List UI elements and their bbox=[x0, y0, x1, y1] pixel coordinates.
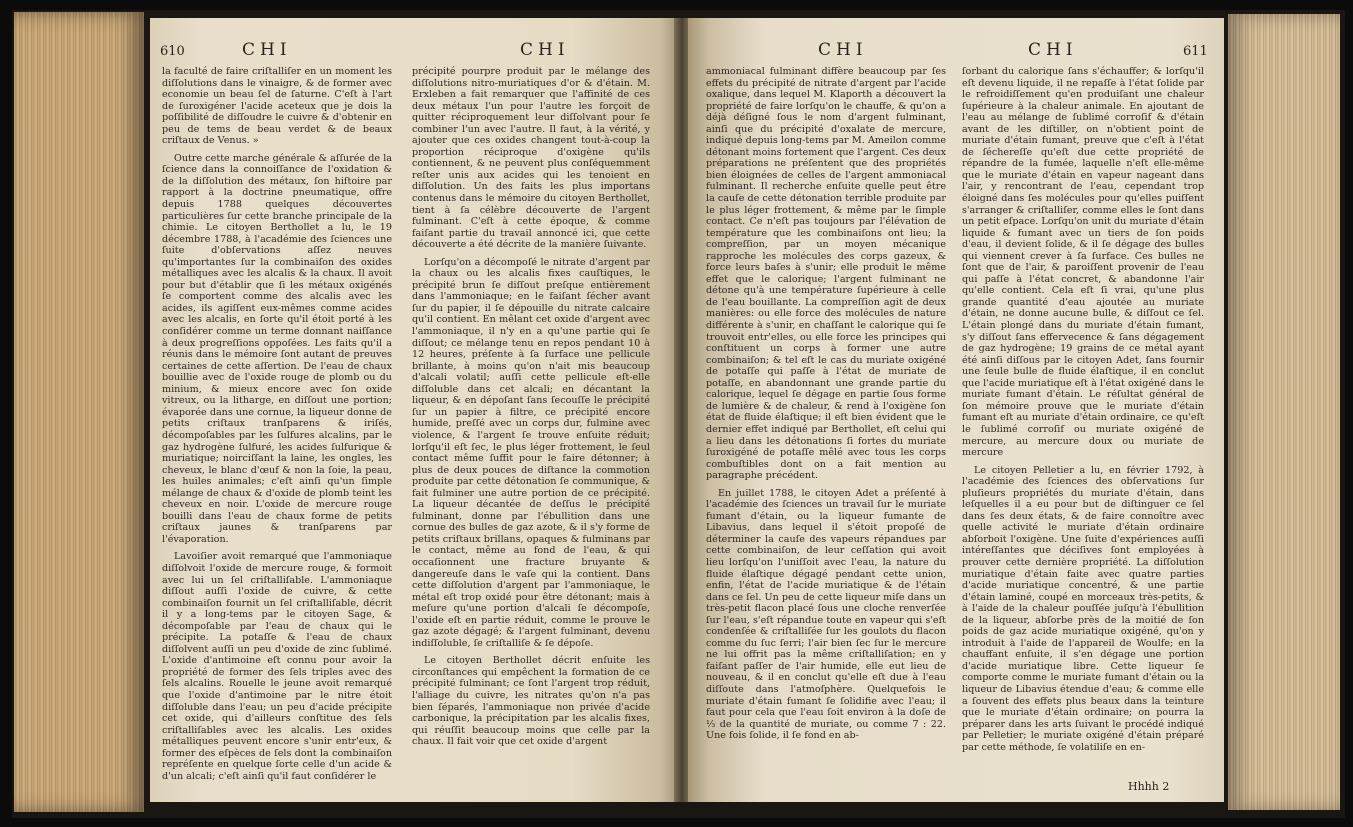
signature-mark: Hhhh 2 bbox=[1128, 780, 1170, 793]
paragraph: Le citoyen Berthollet décrit enſuite les circonſtances qui empêchent la formation de ce précipité fulminant; ce ſont l'argent trop réduit, l'alliage du cuivre, les nitrates qu'on n'a pas bien ſéparés, l'ammoniaque non privée d'acide carbonique, la précipitation par les alcalis fixes, qui réuſſit beaucoup moins que celle par la chaux. Il fait voir que cet oxide d'argent bbox=[412, 655, 650, 748]
running-head-right: CHI bbox=[1028, 40, 1078, 60]
left-page-column-2 bbox=[412, 66, 650, 754]
page-number-right: 611 bbox=[1183, 44, 1208, 59]
paragraph: Le citoyen Pelletier a lu, en février 1792, à l'académie des ſciences des obſervations ſur pluſieurs propriétés du muriate d'étain, dans leſquelles il a eu pour but de diſtinguer ce ſel dans ſes deux états, & de faire connoître avec quelle activité le muriate d'étain ordinaire abſorboit l'oxigène. Une ſuite d'expériences auſſi intéreſſantes que déciſives ſont employées à prouver cette dernière propriété. La diſſolution muriatique d'étain faite avec quatre parties d'acide muriatique concentré, & une partie d'étain laminé, coupé en morceaux très-petits, & à l'aide de la chaleur pouſſée juſqu'à l'ébullition de la liqueur, abſorbe près de la moitié de ſon poids de gaz acide muriatique oxigéné, qu'on y introduit à l'aide de l'appareil de Woulfe; en la chauffant enſuite, il s'en dégage une portion d'acide muriatique libre. Cette liqueur ſe comporte comme le muriate fumant d'étain ou la liqueur de Libavius étendue d'eau; & comme elle a ſouvent des effets plus beaux dans la teinture que le muriate d'étain ordinaire; on pourra la préparer dans les arts ſuivant le procédé indiqué par Pelletier; le muriate oxigéné d'étain préparé par cette méthode, ſe volatiliſe en en- bbox=[962, 464, 1204, 753]
running-head-left-col2: CHI bbox=[520, 40, 570, 60]
left-page-column-1 bbox=[162, 66, 392, 788]
running-head-left: CHI bbox=[242, 40, 292, 60]
left-page-edges bbox=[14, 12, 144, 812]
paragraph: Lorſqu'on a décompoſé le nitrate d'argent par la chaux ou les alcalis fixes cauſtiques, le précipité brun ſe diſſout preſque entièrement dans l'ammoniaque; en le faiſant ſécher avant ſur du papier, il ſe dépouille du nitrate calcaire qu'il contient. En mêlant cet oxide d'argent avec l'ammoniaque, il n'y en a qu'une partie qui ſe diſſout; ce mélange tenu en repos pendant 10 à 12 heures, préſente à ſa ſurface une pellicule brillante, à moins qu'on n'ait mis beaucoup d'alcali volatil; auſſi cette pellicule eſt-elle diſſoluble dans cet alcali; en décantant la liqueur, & en dépoſant ſans ſecouſſe le précipité ſur un papier à filtre, ce précipité encore humide, preſſé avec un corps dur, fulmine avec violence, & l'argent ſe trouve enſuite réduit; lorſqu'il eſt ſec, le plus léger frottement, le ſeul contact même ſuffit pour le faire détonner; à plus de deux pouces de diſtance la commotion produite par cette détonation ſe communique, & fait fulminer une autre portion de ce précipité. La liqueur décantée de deſſus le précipité fulminant, donne par l'ébullition dans une cornue des bulles de gaz azote, & il s'y forme de petits criſtaux brillans, opaques & fulminans par le contact, même au fond de l'eau, & qui occaſionnent une fracture bruyante & dangereuſe dans le vaſe qui la contient. Dans cette diſſolution d'argent par l'ammoniaque, le métal eſt trop oxidé pour être détonant; mais à meſure qu'une portion d'alcali ſe décompoſe, l'oxide eſt en partie réduit, comme le prouve le gaz azote dégagé; & l'argent fulminant, devenu indiſſoluble, ſe criſtalliſe & ſe dépoſe. bbox=[412, 256, 650, 649]
running-head-right-col1: CHI bbox=[818, 40, 868, 60]
page-number-left: 610 bbox=[160, 44, 185, 59]
paragraph: ſorbant du calorique ſans s'échauffer; & lorſqu'il eſt devenu liquide, il ne repaſſe à l'état ſolide par le refroidiſſement qu'en produiſant une chaleur ſupérieure à la chaleur animale. En ajoutant de l'eau au mélange de ſublimé corroſif & d'étain avant de les diſtiller, on n'obtient point de muriate d'étain fumant, preuve que c'eſt à l'état de ſéchereſſe qu'eſt due cette propriété de répandre de la fumée, laquelle n'eſt elle-même que le muriate d'étain en vapeur nageant dans l'air, y rencontrant de l'eau, cependant trop éloigné dans ſes molécules pour qu'elles puiſſent s'arranger & criſtalliſer, comme elles le ſont dans un petit eſpace. Lorſqu'on unit du muriate d'étain liquide & fumant avec un tiers de ſon poids d'eau, il devient ſolide, & il ſe dégage des bulles qui viennent crever à ſa ſurface. Ces bulles ne ſont que de l'air, & paroiſſent provenir de l'eau qui paſſe à l'état concret, & abandonne l'air qu'elle contient. Cela eſt ſi vrai, qu'une plus grande quantité d'eau ajoutée au muriate d'étain, ne donne aucune bulle, & diſſout ce ſel. L'étain plongé dans du muriate d'étain fumant, s'y diſſout ſans effervecence & ſans dégagement de gaz hydrogène; 19 grains de ce métal ayant été ainſi diſſous par le citoyen Adet, ſans fournir une ſeule bulle de fluide élaſtique, il en conclut que l'acide muriatique eſt à l'état oxigéné dans le muriate fumant d'étain. Le réſultat général de ſon mémoire prouve que le muriate d'étain fumant eſt au muriate d'étain ordinaire, ce qu'eſt le ſublimé corroſif ou muriate oxigéné de mercure, au mercure doux ou muriate de mercure bbox=[962, 66, 1204, 459]
right-page bbox=[688, 18, 1224, 802]
right-page-column-1 bbox=[706, 66, 946, 748]
right-page-edges bbox=[1228, 14, 1340, 810]
paragraph: Lavoiſier avoit remarqué que l'ammoniaque diſſolvoit l'oxide de mercure rouge, & formoit avec lui un ſel criſtalliſable. L'ammoniaque diſſout auſſi l'oxide de cuivre, & cette combinaiſon fournit un ſel criſtalliſable, décrit il y a long-tems par le citoyen Sage, & décompoſable par l'eau de chaux qui le précipite. La potaſſe & l'eau de chaux diſſolvent auſſi un peu d'oxide de zinc ſublimé. L'oxide d'antimoine eſt connu pour avoir la propriété de former des ſels triples avec des ſels alcalins. Rouelle le jeune avoit remarqué que l'oxide d'antimoine par le nitre étoit diſſoluble dans l'eau; un peu d'acide précipite cet oxide, qui d'ailleurs conſtitue des ſels criſtalliſables avec les alcalis. Les oxides métalliques peuvent encore s'unir entr'eux, & former des eſpèces de ſels dont la combinaiſon repréſente en quelque ſorte celle d'un acide & d'un alcali; c'eſt ainſi qu'il faut conſidérer le bbox=[162, 551, 392, 782]
paragraph: la faculté de faire criſtalliſer en un moment les diſſolutions dans le vinaigre, & de former avec economie un beau ſel de ſaturne. C'eſt à l'art de ſuroxigéner l'acide aceteux que je dois la poſſibilité de diſſoudre le cuivre & d'obtenir en peu de tems de beau verdet & de beaux criſtaux de Venus. » bbox=[162, 66, 392, 147]
paragraph: ammoniacal fulminant diffère beaucoup par ſes effets du précipité de nitrate d'argent par l'acide oxalique, dans lequel M. Klaporth a découvert la propriété de faire lorſqu'on le chauffe, & qu'on a déjà déſigné ſous le nom d'argent fulminant, ainſi que du précipité d'oxalate de mercure, indiqué depuis long-tems par M. Ameilon comme détonant moins fortement que l'argent. Ces deux préparations ne préſentent que des propriétés bien éloignées de celles de l'argent ammoniacal fulminant. Il recherche enſuite quelle peut être la cauſe de cette détonation terrible produite par le plus léger frottement, & même par le ſimple contact. Ce n'eſt pas toujours par l'élévation de température que les combinaiſons ont lieu; la compreſſion, par un moyen mécanique rapproche les molécules des corps gazeux, & force leurs baſes à s'unir; elle produit le même effet que le calorique; l'argent fulminant ne détone qu'à une température ſupérieure à celle de l'eau bouillante. La compreſſion agit de deux manières: ou elle force des molécules de nature différente à s'unir, en chaſſant le calorique qui ſe trouvoit entr'elles, ou elle force les principes qui conſtituent un corps à former une autre combinaiſon; & tel eſt le cas du muriate oxigéné de potaſſe qui paſſe à l'état de muriate de potaſſe, en abandonnant une grande partie du calorique, lequel ſe dégage en partie ſous forme de lumière & de chaleur, & rend à l'oxigène ſon état de fluide élaſtique; il eſt bien évident que le dernier effet indiqué par Berthollet, eſt celui qui a lieu dans les détonations ſi fortes du muriate ſuroxigéné de potaſſe mêlé avec tous les corps combuſtibles dont on a fait mention au paragraphe précédent. bbox=[706, 66, 946, 482]
paragraph: Outre cette marche générale & aſſurée de la ſcience dans la connoiſſance de l'oxidation & de la diſſolution des métaux, ſon hiſtoire par rapport à la doctrine pneumatique, offre depuis 1788 quelques découvertes particulières ſur cette branche principale de la chimie. Le citoyen Berthollet a lu, le 19 décembre 1788, à l'académie des ſciences une ſuite d'obſervations aſſez neuves qu'importantes ſur la combinaiſon des oxides métalliques avec les alcalis & la chaux. Il avoit pour but d'établir que ſi les métaux oxigénés ſe comportent comme des alcalis avec les acides, ils agiſſent eux-mêmes comme acides avec les alcalis, en ſorte qu'il étoit porté à les conſidérer comme un terme donnant naiſſance à deux progreſſions oppoſées. Les faits qu'il a réunis dans le mémoire ſont autant de preuves certaines de cette aſſertion. De l'eau de chaux bouillie avec de l'oxide rouge de plomb ou du minium, & mieux encore avec ſon oxide vitreux, ou la litharge, en diſſout une portion; évaporée dans une cornue, la liqueur donne de petits criſtaux tranſparens & iriſés, décompoſables par les ſulfures alcalins, par le gaz hydrogène ſulfuré, les acides ſulfurique & muriatique; noirciſſant la laine, les ongles, les cheveux, le blanc d'œuf & non la ſoie, la peau, les huiles animales; c'eſt ainſi qu'un ſimple mélange de chaux & d'oxide de plomb teint les cheveux en noir. L'oxide de mercure rouge bouilli dans l'eau de chaux forme de petits criſtaux jaunes & tranſparens par l'évaporation. bbox=[162, 152, 392, 545]
paragraph: En juillet 1788, le citoyen Adet a préſenté à l'académie des ſciences un travail ſur le muriate fumant d'étain, ou la liqueur fumante de Libavius, dans lequel il s'étoit propoſé de déterminer la cauſe des vapeurs répandues par cette combinaiſon, de leur ceſſation qui avoit lieu lorſqu'on l'uniſſoit avec l'eau, la nature du fluide élaſtique dégagé pendant cette union, enfin, l'état de l'acide muriatique & de l'étain dans ce ſel. Un peu de cette liqueur miſe dans un très-petit flacon placé ſous une cloche renverſée ſur l'eau, s'eſt répandue toute en vapeur qui s'eſt condenſée & criſtalliſée ſur les goulots du flacon comme du ſuc ſerri; l'air bien ſec ſur le mercure ne lui offrit pas la même criſtalliſation; en y faiſant paſſer de l'air humide, elle eut lieu de nouveau, & il en conclut qu'elle eſt due à l'eau diſſoute dans l'atmoſphère. Quelquefois le muriate d'étain fumant ſe ſolidifie avec l'eau; il faut pour cela que l'eau ſoit environ à la doſe de ⅓ de la quantité de muriate, ou comme 7 : 22. Une fois ſolide, il ſe fond en ab- bbox=[706, 487, 946, 742]
right-page-column-2 bbox=[962, 66, 1204, 759]
left-page bbox=[150, 18, 676, 802]
paragraph: précipité pourpre produit par le mélange des diſſolutions nitro-muriatiques d'or & d'étain. M. Erxleben a fait remarquer que l'affinité de ces deux métaux l'un pour l'autre les forçoit de quitter réciproquement leur diſſolvant pour ſe combiner l'un avec l'autre. Il faut, à la vérité, y ajouter que ces oxides changent tout-à-coup la proportion réciproque d'oxigène qu'ils contiennent, & ne peuvent plus conſéquemment reſter unis aux acides qui les tenoient en diſſolution. Un des faits les plus importans contenus dans le mémoire du citoyen Berthollet, tient à ſa célèbre découverte de l'argent fulminant. C'eſt à cette époque, & comme faiſant partie du travail annoncé ici, que cette découverte a été décrite de la manière ſuivante. bbox=[412, 66, 650, 251]
